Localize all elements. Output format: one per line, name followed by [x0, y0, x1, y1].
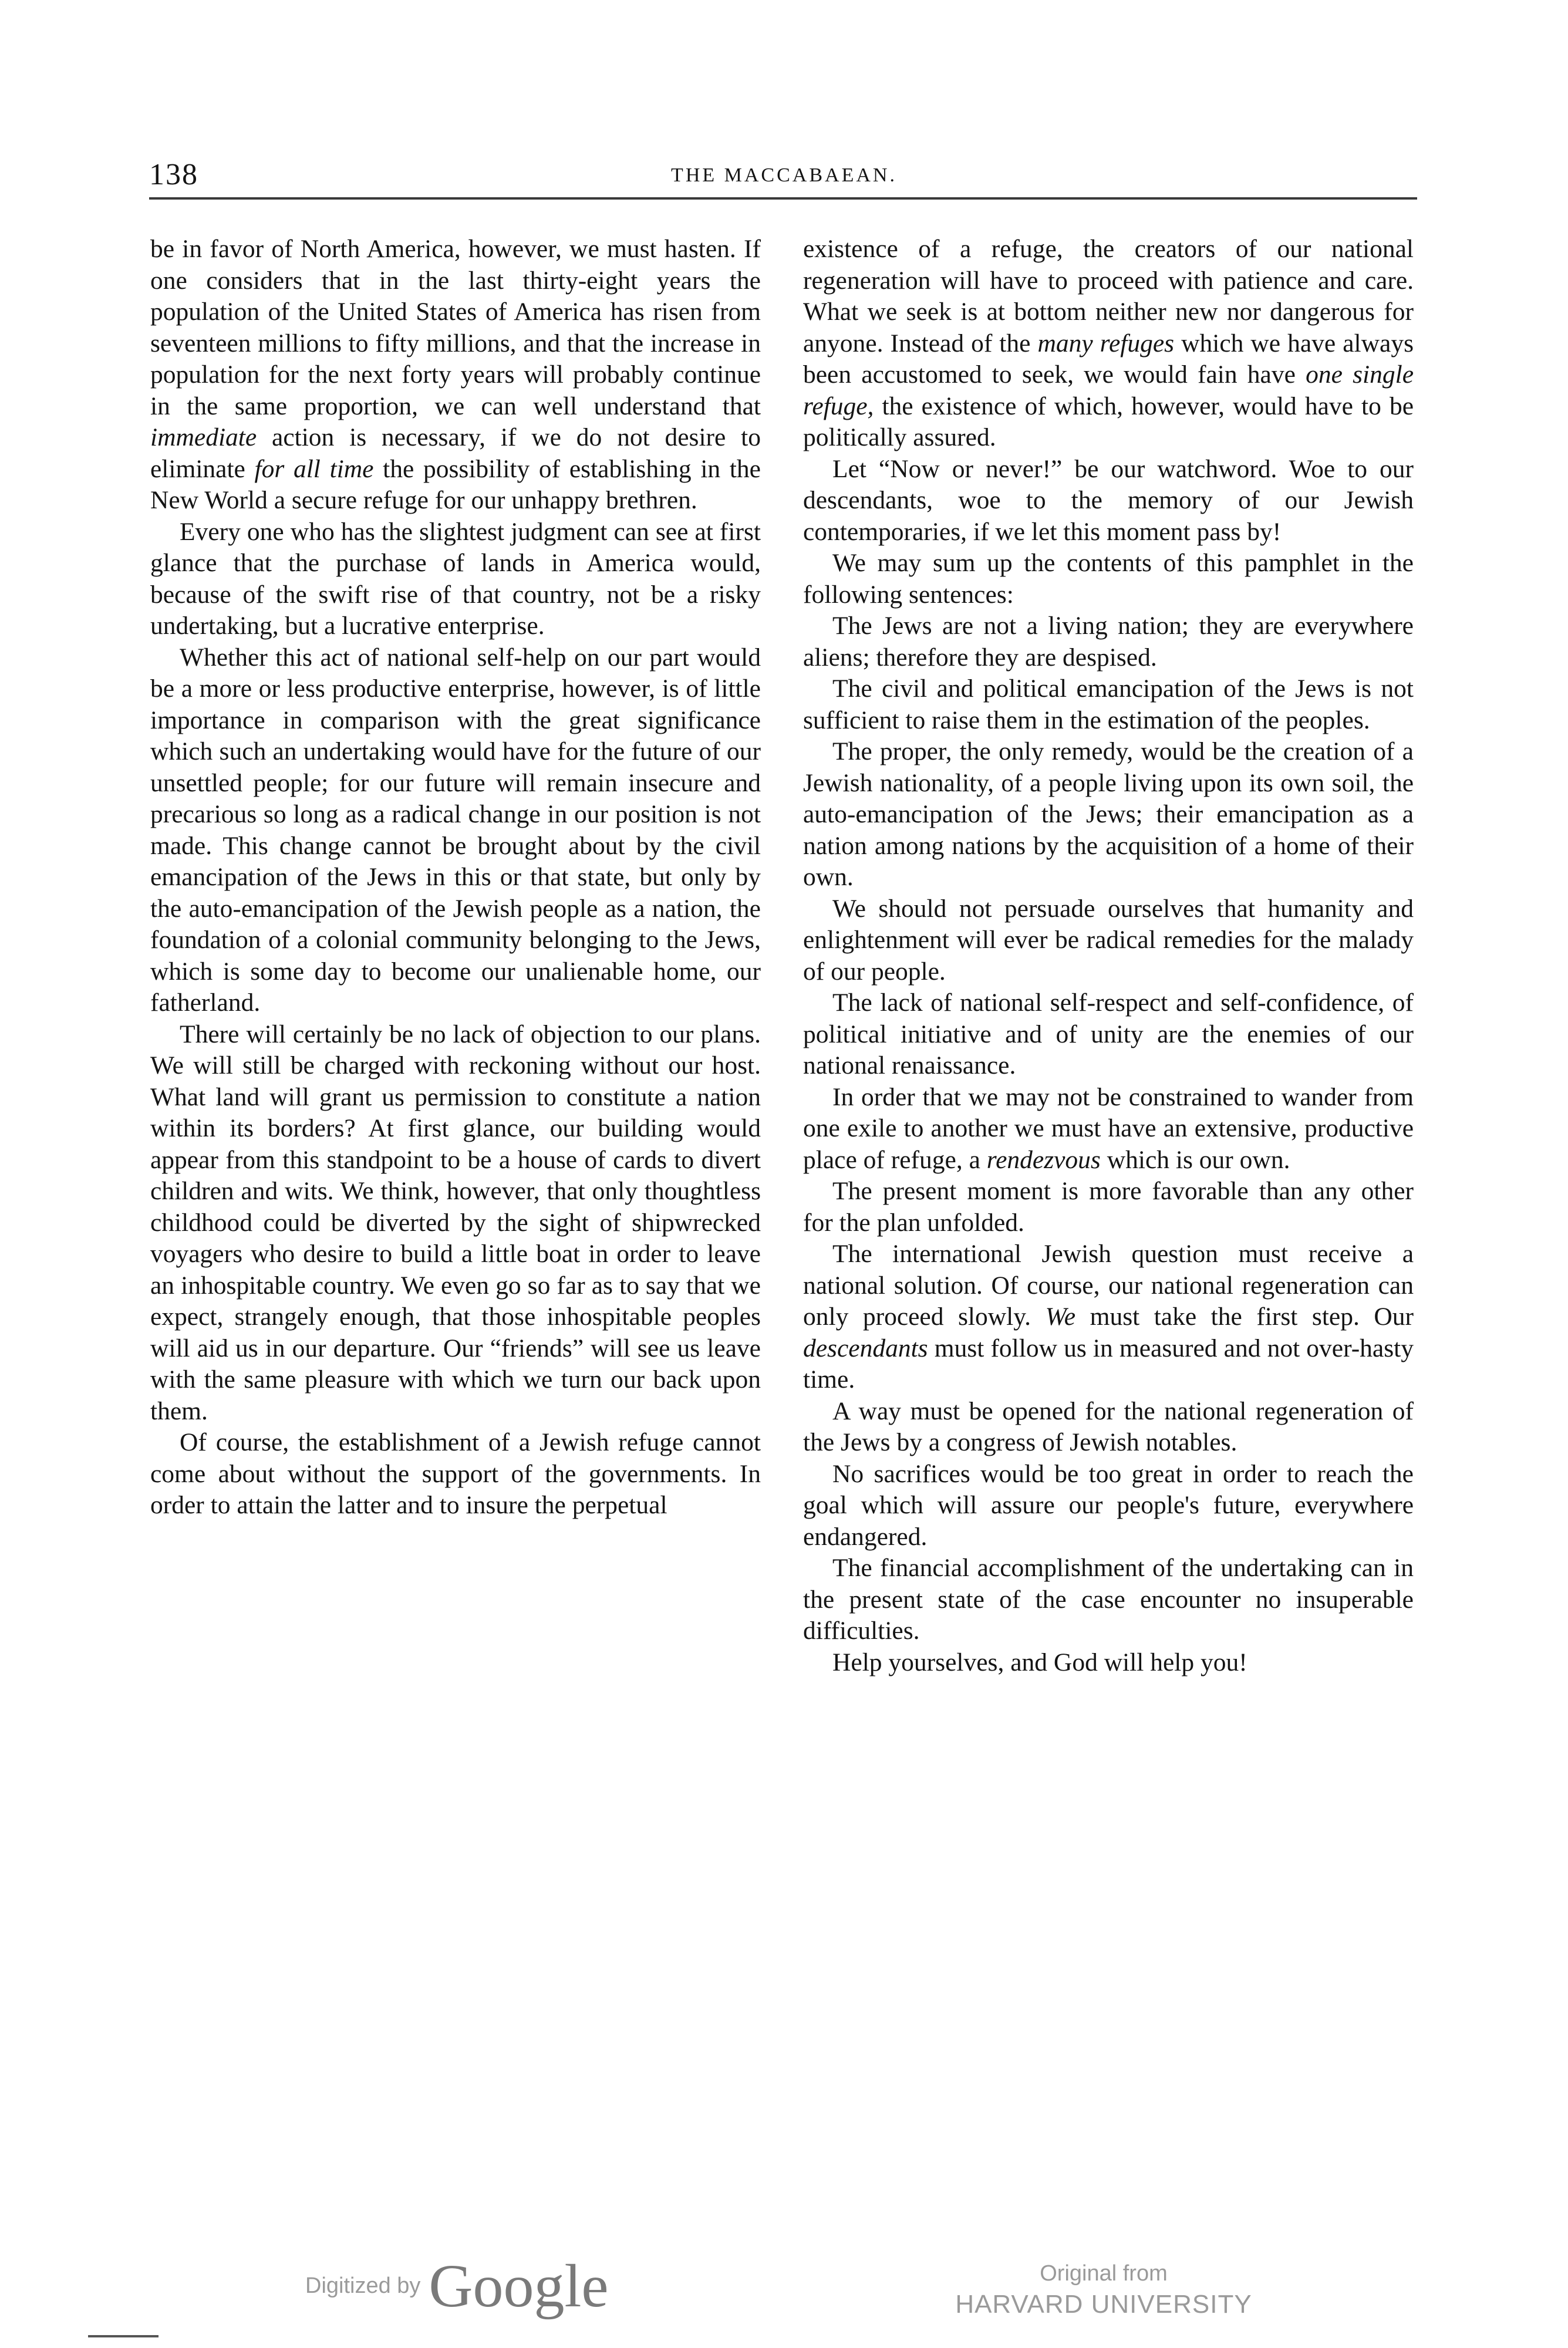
- text-run: There will certainly be no lack of objection to our plans. We will still be charged with reckoning without our host. What land will grant us permission to constitute a nation within its borders? At first glance, our building would appear from this standpoint to be a house of cards to divert children and wits. We think, however, that only thoughtless childhood could be diverted by the sight of shipwrecked voyagers who desire to build a little boat in order to leave an inhospitable country. We even go so far as to say that we expect, strangely enough, that those inhospitable peoples will aid us in our departure. Our “friends” will see us leave with the same pleasure with which we turn our back upon them.: [150, 1020, 761, 1425]
- right-text-column: [803, 234, 1414, 1678]
- text-run: The financial accomplishment of the undertaking can in the present state of the case encounter no insuperable difficulties.: [803, 1554, 1414, 1645]
- paragraph: [803, 1647, 1414, 1679]
- text-run: We should not persuade ourselves that humanity and enlightenment will ever be radical remedies for the malady of our people.: [803, 894, 1414, 986]
- text-run: The proper, the only remedy, would be the creation of a Jewish nationality, of a people living upon its own soil, the auto-emancipation of the Jews; their emancipation as a nation among nations by the acquisition of a home of their own.: [803, 737, 1414, 891]
- text-run: must follow us in measured and not over-hasty time.: [803, 1334, 1414, 1394]
- paragraph: [150, 1019, 761, 1428]
- text-run: Every one who has the slightest judgment can see at first glance that the purchase of lands in America would, because of the swift rise of that country, not be a risky undertaking, but a lucrative enterprise.: [150, 517, 761, 640]
- text-run: must take the first step. Our: [1075, 1303, 1414, 1331]
- paragraph: [803, 893, 1414, 988]
- text-run: In order that we may not be constrained to wander from one exile to another we must have an extensive, productive place of refuge, a: [803, 1082, 1414, 1174]
- italic-text: one single refuge,: [803, 360, 1414, 420]
- paragraph: [803, 987, 1414, 1082]
- text-run: the existence of which, however, would have to be politically assured.: [803, 392, 1414, 451]
- text-run: A way must be opened for the national regeneration of the Jews by a congress of Jewish notables.: [803, 1396, 1414, 1456]
- text-run: The lack of national self-respect and self-confidence, of political initiative and of unity are the enemies of our national renaissance.: [803, 989, 1414, 1079]
- text-run: The Jews are not a living nation; they are everywhere aliens; therefore they are despised.: [803, 612, 1414, 672]
- running-header-title: THE MACCABAEAN.: [671, 164, 897, 186]
- paragraph: [803, 1396, 1414, 1459]
- header-rule: [149, 197, 1417, 200]
- paragraph: [803, 548, 1414, 610]
- text-run: be in favor of North America, however, we must hasten. If one considers that in the last thirty-eight years the population of the United States of America has risen from seventeen millions to fifty millions, and that the increase in population for the next forty years will probably continue in the same proportion, we can well understand that: [150, 235, 761, 420]
- original-from-label: Original from: [1040, 2261, 1168, 2286]
- text-run: which we have always been accustomed to seek, we would fain have: [803, 329, 1414, 389]
- text-run: The civil and political emancipation of the Jews is not sufficient to raise them in the estimation of the peoples.: [803, 674, 1414, 734]
- italic-text: many refuges: [1037, 329, 1175, 357]
- paragraph: [803, 1176, 1414, 1239]
- text-run: Of course, the establishment of a Jewish refuge cannot come about without the support of the governments. In order to attain the latter and to insure the perpetual: [150, 1428, 761, 1519]
- google-logo: Google: [429, 2252, 609, 2320]
- paragraph: [150, 234, 761, 517]
- text-run: action is necessary, if we do not desire to eliminate: [150, 423, 761, 483]
- paragraph: [803, 454, 1414, 548]
- paragraph: [803, 234, 1414, 454]
- text-run: the possibility of establishing in the New World a secure refuge for our unhappy brethren.: [150, 454, 761, 514]
- digitized-by-watermark: [305, 2251, 609, 2321]
- left-text-column: [150, 234, 761, 1522]
- text-run: Whether this act of national self-help on our part would be a more or less productive enterprise, however, is of little importance in comparison with the great significance which such an undertaking would have for the future of our unsettled people; for our future will remain insecure and precarious so long as a radical change in our position is not made. This change cannot be brought about by the civil emancipation of the Jews in this or that state, but only by the auto-emancipation of the Jewish people as a nation, the foundation of a colonial community belonging to the Jews, which is some day to become our unalienable home, our fatherland.: [150, 643, 761, 1017]
- paragraph: [150, 642, 761, 1019]
- scan-edge-mark: [88, 2335, 159, 2337]
- italic-text: descendants: [803, 1334, 928, 1362]
- text-run: Let “Now or never!” be our watchword. Woe to our descendants, woe to the memory of our Jewish contemporaries, if we let this moment pass by!: [803, 454, 1414, 546]
- text-run: The present moment is more favorable than any other for the plan unfolded.: [803, 1177, 1414, 1237]
- original-from-watermark: [951, 2259, 1256, 2321]
- paragraph: [150, 517, 761, 642]
- paragraph: [803, 1459, 1414, 1553]
- italic-text: immediate: [150, 423, 257, 451]
- text-run: existence of a refuge, the creators of our national regeneration will have to proceed with patience and care. What we seek is at bottom neither new nor dangerous for anyone. Instead of the: [803, 235, 1414, 357]
- italic-text: for all time: [254, 454, 374, 483]
- text-run: We may sum up the contents of this pamphlet in the following sentences:: [803, 549, 1414, 609]
- paragraph: [803, 673, 1414, 736]
- text-run: The international Jewish question must receive a national solution. Of course, our national regeneration can only proceed slowly.: [803, 1240, 1414, 1331]
- page-number: 138: [149, 158, 198, 191]
- paragraph: [803, 1082, 1414, 1176]
- institution-name: HARVARD UNIVERSITY: [955, 2290, 1252, 2319]
- paragraph: [803, 1553, 1414, 1647]
- text-run: No sacrifices would be too great in order to reach the goal which will assure our people's future, everywhere endangered.: [803, 1459, 1414, 1551]
- digitized-label: Digitized by: [305, 2273, 421, 2298]
- text-run: which is our own.: [1100, 1145, 1290, 1174]
- paragraph: [803, 610, 1414, 673]
- paragraph: [803, 1239, 1414, 1396]
- paragraph: [150, 1427, 761, 1522]
- paragraph: [803, 736, 1414, 893]
- text-run: Help yourselves, and God will help you!: [832, 1648, 1247, 1676]
- italic-text: We: [1045, 1303, 1076, 1331]
- italic-text: rendezvous: [986, 1145, 1101, 1174]
